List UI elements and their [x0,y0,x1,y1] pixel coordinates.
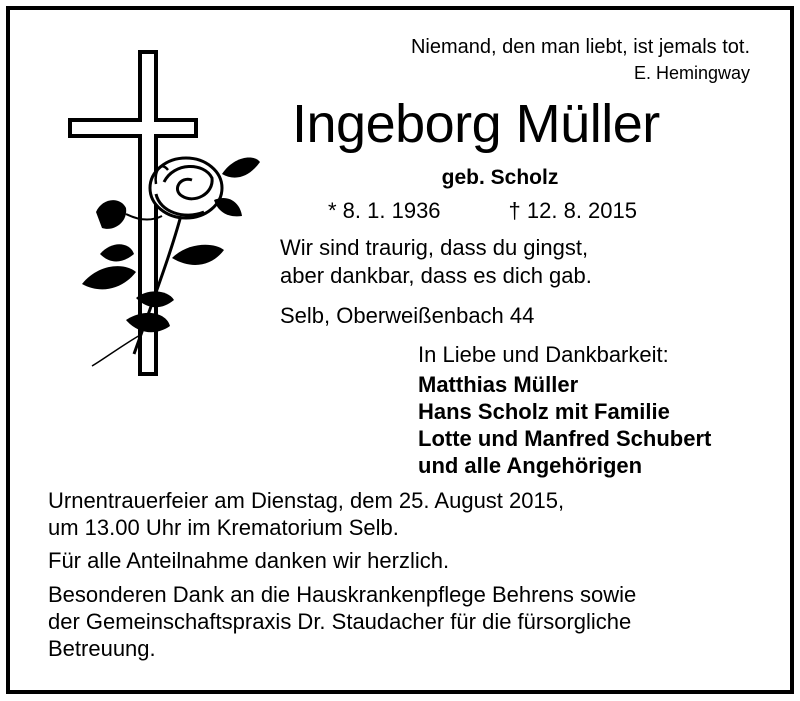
mourner-name: Hans Scholz mit Familie [418,399,670,424]
birth-name: geb. Scholz [441,166,559,189]
residence: Selb, Oberweißenbach 44 [280,303,535,328]
special-thanks [48,581,636,662]
service-info [48,487,564,541]
rose-icon [96,158,222,229]
quote-author: E. Hemingway [633,63,750,83]
verse-line: Wir sind traurig, dass du gingst, [280,235,589,260]
special-thanks-line: der Gemeinschaftspraxis Dr. Staudacher für die fürsorgliche [48,609,632,634]
special-thanks-line: Besonderen Dank an die Hauskrankenpflege Behrens sowie [48,582,637,607]
service-line: Urnentrauerfeier am Dienstag, dem 25. August 2015, [48,488,565,513]
mourner-name: und alle Angehörigen [418,453,643,478]
verse [280,234,592,290]
life-dates [328,196,637,226]
mourner-name: Lotte und Manfred Schubert [418,426,712,451]
death-date: † 12. 8. 2015 [508,198,637,223]
thanks-text: Für alle Anteilnahme danken wir herzlich. [48,548,450,573]
verse-line: aber dankbar, dass es dich gab. [280,263,592,288]
birth-date: * 8. 1. 1936 [328,198,441,223]
quote-text: Niemand, den man liebt, ist jemals tot. [410,36,750,58]
mourners-intro: In Liebe und Dankbarkeit: [418,342,669,367]
cross-with-rose-icon [64,44,270,380]
deceased-name: Ingeborg Müller [292,94,660,154]
mourner-name: Matthias Müller [418,372,579,397]
special-thanks-line: Betreuung. [48,636,156,661]
service-line: um 13.00 Uhr im Krematorium Selb. [48,515,399,540]
mourners-list [418,371,711,479]
